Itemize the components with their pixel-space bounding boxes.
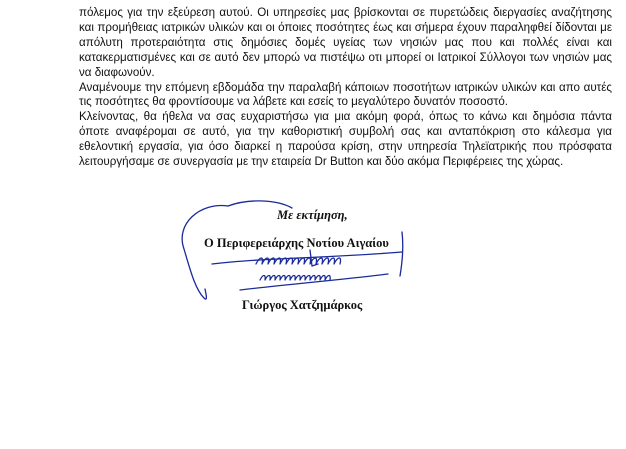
signer-title: Ο Περιφερειάρχης Νοτίου Αιγαίου xyxy=(204,236,389,250)
letter-paragraph-2: Αναμένουμε την επόμενη εβδομάδα την παραλαβή κάποιων ποσοτήτων ιατρικών υλικών και απο αυτές τις ποσότητες θα φροντίσουμε να λάβετε και εσείς το μεγαλύτερο δυνατόν ποσοστό. xyxy=(79,80,612,109)
signature-block xyxy=(180,208,440,318)
letter-paragraph-3: Κλείνοντας, θα ήθελα να σας ευχαριστήσω για μια ακόμη φορά, όπως το κάνω και δημόσια πάντα όποτε αναφέρομαι σε αυτό, για την καθοριστική συμβολή σας και ανταπόκριση στο κάλεσμα για εθελοντική εργασία, για όσο διαρκεί η παρούσα κρίση, στην υπηρεσία Τηλεϊατρικής που πρόσφατα λειτουργήσαμε σε συνεργασία με την εταιρεία Dr Button και δύο ακόμα Περιφέρειες της χώρας. xyxy=(79,110,612,169)
letter-paragraph-1: πόλεμος για την εξεύρεση αυτού. Οι υπηρεσίες μας βρίσκονται σε πυρετώδεις διεργασίες αναζήτησης και προμήθειας ιατρικών υλικών και οι όποιες ποσότητες έως και σήμερα έχουν παραληφθεί δίδονται με απόλυτη προτεραιότητα στις δημόσιες δομές υγείας των νησιών μας που και πολλές είναι και κατακερματισμένες και σε αυτό δεν μπορώ να πιστέψω οτι μπορεί οι Ιατρικοί Σύλλογοι των νησιών μας να διαφωνούν. xyxy=(79,6,612,79)
signer-name: Γιώργος Χατζημάρκος xyxy=(242,298,363,312)
letter-body xyxy=(79,6,612,170)
signature-closing: Με εκτίμηση, xyxy=(277,208,348,222)
